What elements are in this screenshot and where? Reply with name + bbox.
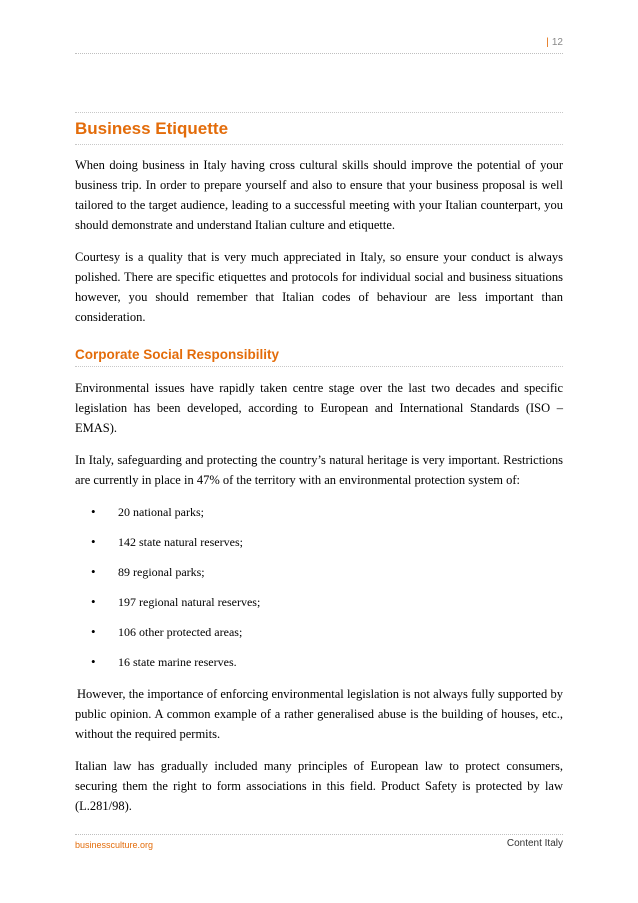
bullet: • bbox=[91, 624, 96, 639]
list-item-text: 106 other protected areas; bbox=[118, 625, 243, 639]
header-divider bbox=[75, 53, 563, 54]
heading-business-etiquette: Business Etiquette bbox=[75, 112, 563, 145]
paragraph: Courtesy is a quality that is very much appreciated in Italy, so ensure your conduct is always polished. There are specific etiquettes and protocols for individual social and business situations however, you should remember that Italian codes of behaviour are less important than consideration. bbox=[75, 250, 563, 324]
page-number bbox=[546, 37, 563, 48]
paragraph: However, the importance of enforcing environmental legislation is not always fully supported by public opinion. A common example of a rather generalised abuse is the building of houses, etc., without the required permits. bbox=[75, 687, 563, 741]
protected-areas-list bbox=[75, 504, 563, 670]
list-item-text: 89 regional parks; bbox=[118, 565, 205, 579]
paragraph: In Italy, safeguarding and protecting the country’s natural heritage is very important. Restrictions are currently in place in 47% of the territory with an environmental protection system of: bbox=[75, 453, 563, 487]
list-item bbox=[91, 534, 563, 550]
paragraph: Environmental issues have rapidly taken centre stage over the last two decades and specific legislation has been developed, according to European and International Standards (ISO – EMAS). bbox=[75, 381, 563, 435]
list-item-text: 197 regional natural reserves; bbox=[118, 595, 261, 609]
footer-divider bbox=[75, 834, 563, 835]
heading-corporate-social-responsibility: Corporate Social Responsibility bbox=[75, 347, 563, 367]
footer-site: businessculture.org bbox=[75, 840, 154, 850]
list-item bbox=[91, 624, 563, 640]
bullet: • bbox=[91, 594, 96, 609]
list-item-text: 142 state natural reserves; bbox=[118, 535, 243, 549]
bullet: • bbox=[91, 564, 96, 579]
page-number-value: 12 bbox=[551, 37, 563, 48]
paragraph: When doing business in Italy having cross cultural skills should improve the potential of your business trip. In order to prepare yourself and also to ensure that your business proposal is well tailored to the target audience, leading to a successful meeting with your Italian counterpart, you should demonstrate and understand Italian culture and etiquette. bbox=[75, 158, 563, 232]
footer-section: Content Italy bbox=[506, 838, 563, 849]
paragraph: Italian law has gradually included many principles of European law to protect consumers, securing them the right to form associations in this field. Product Safety is protected by law (L.281/98). bbox=[75, 759, 563, 813]
list-item bbox=[91, 504, 563, 520]
header-separator: | bbox=[546, 37, 549, 48]
list-item bbox=[91, 654, 563, 670]
document-body bbox=[75, 112, 563, 828]
list-item-text: 16 state marine reserves. bbox=[118, 655, 237, 669]
bullet: • bbox=[91, 504, 96, 519]
list-item bbox=[91, 594, 563, 610]
list-item bbox=[91, 564, 563, 580]
bullet: • bbox=[91, 654, 96, 669]
bullet: • bbox=[91, 534, 96, 549]
list-item-text: 20 national parks; bbox=[118, 505, 204, 519]
